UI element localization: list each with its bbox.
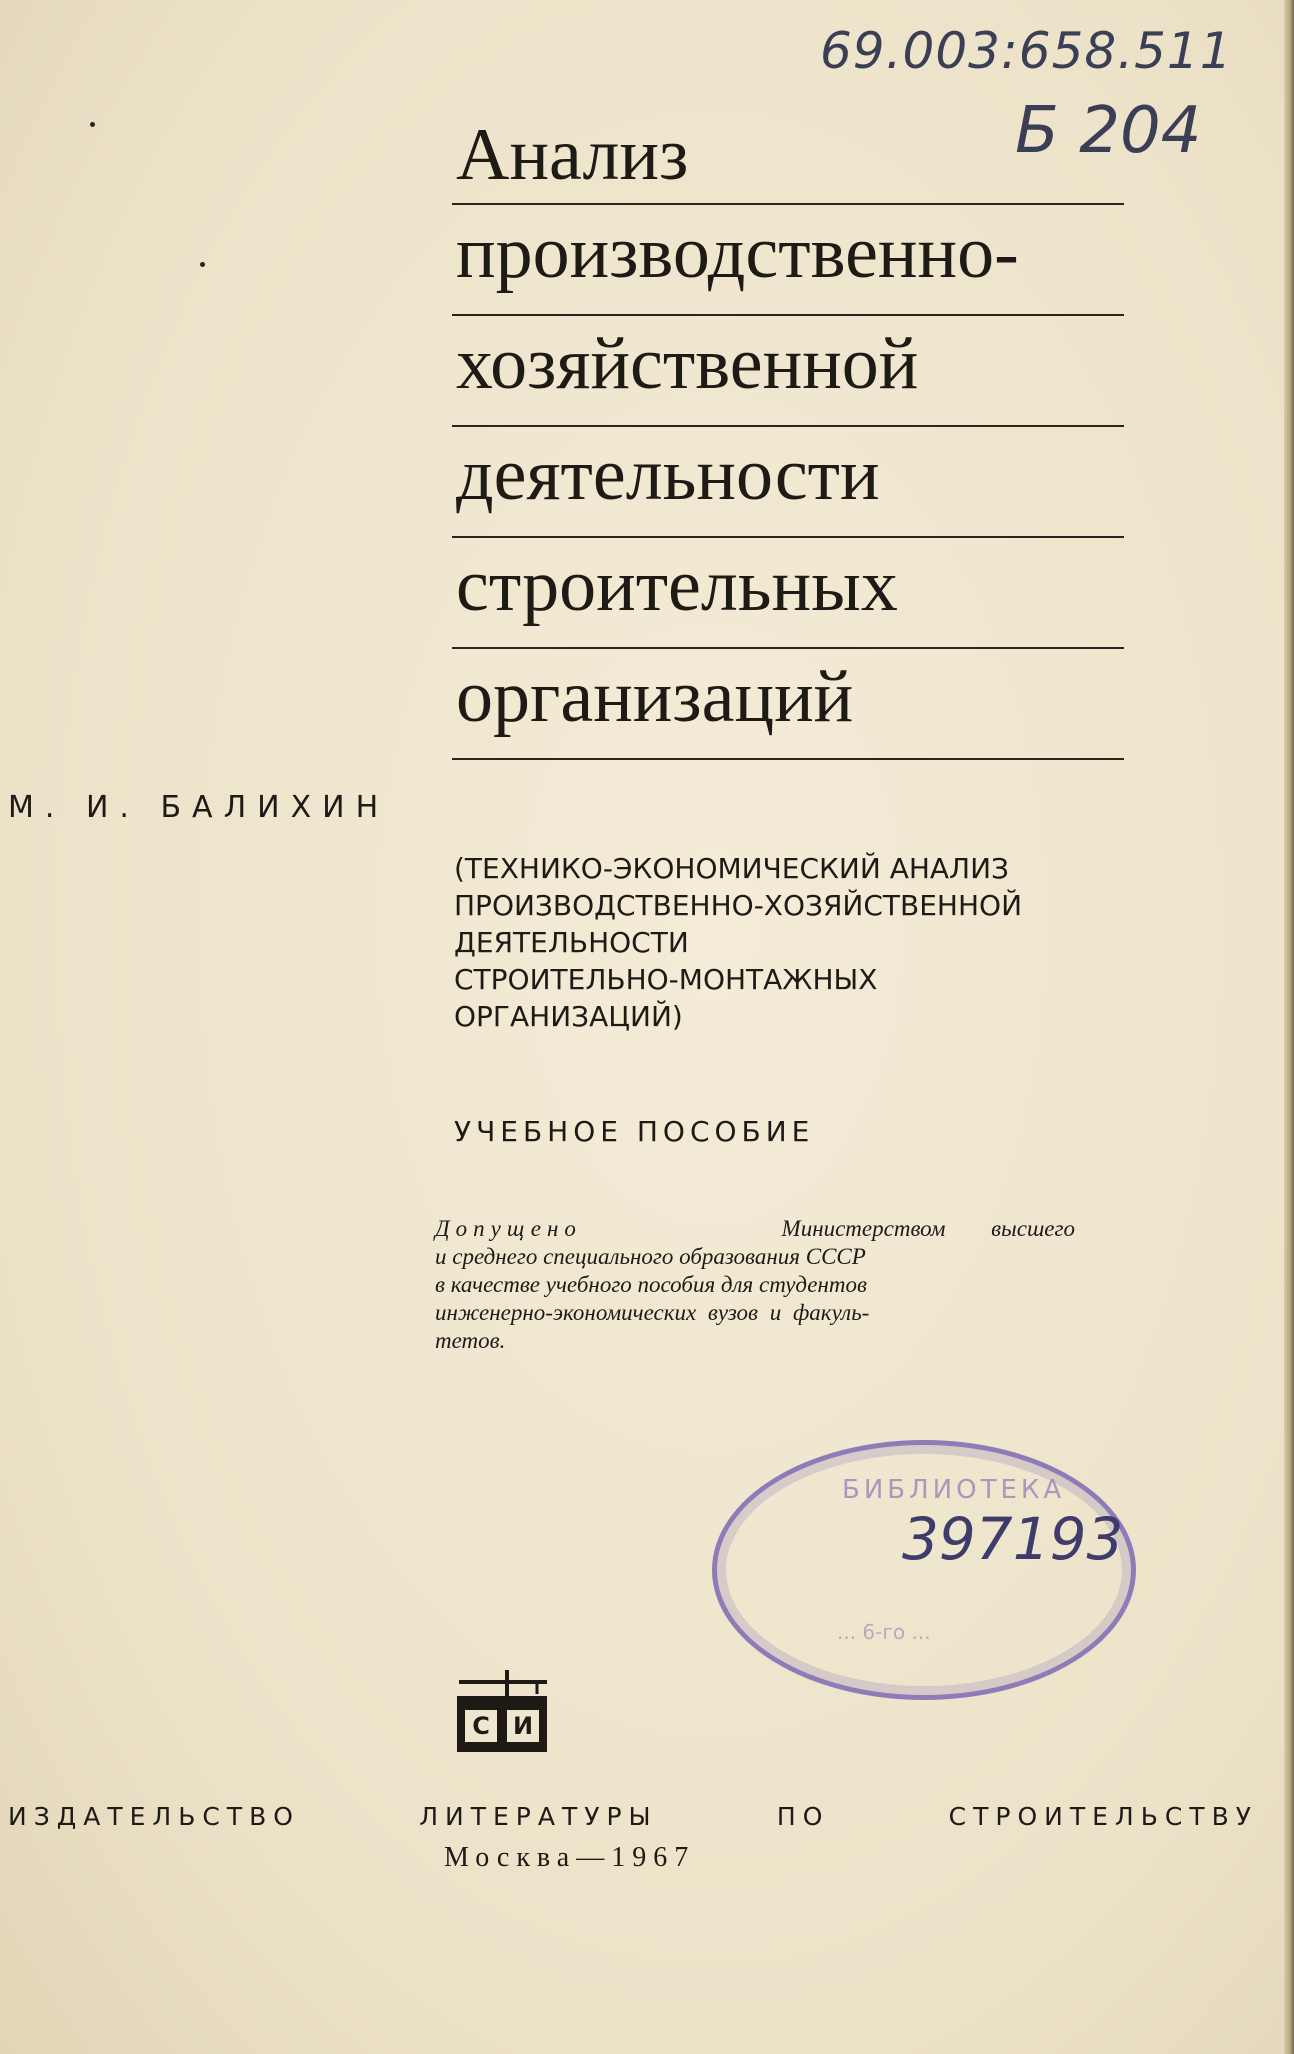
title-line: Анализ <box>452 115 1124 205</box>
logo-letter-right: И <box>512 1712 534 1740</box>
publisher-word: ЛИТЕРАТУРЫ <box>419 1802 658 1831</box>
title-line: строительных <box>452 538 1124 649</box>
title-line: производственно- <box>452 205 1124 316</box>
approval-line: и среднего специального образования СССР <box>435 1244 866 1269</box>
title-line: хозяйственной <box>452 316 1124 427</box>
approval-line: инженерно-экономических вузов и факуль- <box>435 1300 870 1325</box>
publisher-word: ИЗДАТЕЛЬСТВО <box>8 1802 300 1831</box>
page-edge <box>1284 0 1294 2054</box>
edu-label: УЧЕБНОЕ ПОСОБИЕ <box>454 1115 815 1148</box>
publisher-word: ПО <box>776 1802 830 1831</box>
stamp-header: БИБЛИОТЕКА <box>842 1475 1066 1505</box>
publisher-word: СТРОИТЕЛЬСТВУ <box>948 1802 1258 1831</box>
subtitle-line: СТРОИТЕЛЬНО-МОНТАЖНЫХ <box>454 963 878 996</box>
approval-line: в качестве учебного пособия для студентов <box>435 1272 868 1297</box>
subtitle-line: (ТЕХНИКО-ЭКОНОМИЧЕСКИЙ АНАЛИЗ <box>454 852 1010 885</box>
approval-lead: Допущено <box>435 1216 582 1241</box>
approval-line: тетов. <box>435 1328 506 1353</box>
author-name: М. И. БАЛИХИН <box>8 790 390 825</box>
title-line: деятельности <box>452 427 1124 538</box>
subtitle-line: ПРОИЗВОДСТВЕННО-ХОЗЯЙСТВЕННОЙ <box>454 889 1023 922</box>
subtitle-line: ДЕЯТЕЛЬНОСТИ <box>454 926 689 959</box>
stamp-footer: ... 6-го ... <box>837 1620 931 1644</box>
library-stamp <box>712 1440 1136 1700</box>
stamp-number: 397193 <box>902 1505 1124 1573</box>
library-code: Б 204 <box>1015 94 1202 168</box>
logo-letter-left: С <box>472 1712 490 1740</box>
subtitle <box>454 850 1094 1035</box>
approval-line <box>435 1215 1075 1243</box>
publisher-name <box>8 1802 1258 1831</box>
publisher-logo-icon <box>455 1668 551 1754</box>
subtitle-line: ОРГАНИЗАЦИЙ) <box>454 1000 683 1033</box>
approval-line1: Министерством высшего <box>781 1216 1075 1241</box>
book-title <box>452 115 1124 760</box>
paper-speck <box>200 262 205 267</box>
title-line: организаций <box>452 649 1124 760</box>
approval-note <box>435 1215 1075 1355</box>
udc-code: 69.003:658.511 <box>820 22 1233 80</box>
paper-speck <box>90 122 95 127</box>
city-year: Москва—1967 <box>444 1842 696 1873</box>
